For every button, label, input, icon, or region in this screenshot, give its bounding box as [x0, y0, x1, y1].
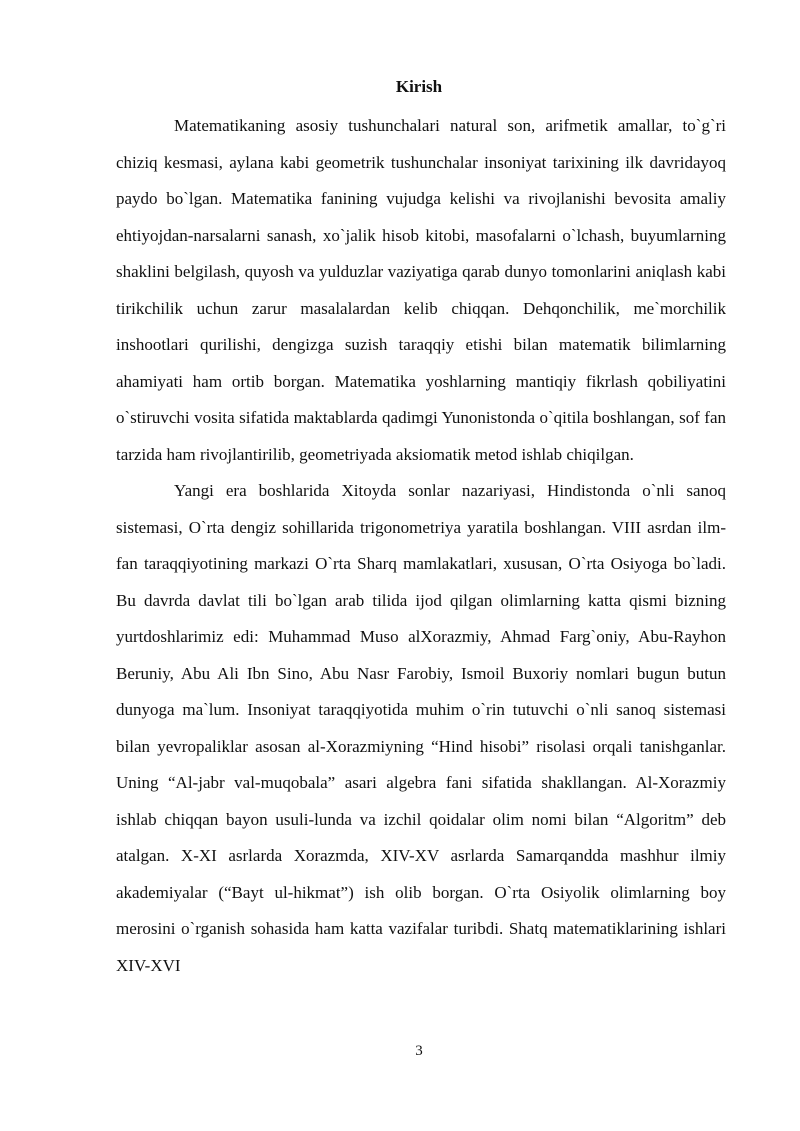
paragraph-2: Yangi era boshlarida Xitoyda sonlar nazariyasi, Hindistonda o`nli sanoq sistemasi, O`rta dengiz sohillarida trigonometriya yaratila boshlangan. VIII asrdan ilm-fan taraqqiyotining markazi O`rta Sharq mamlakatlari, xususan, O`rta Osiyoga bo`ladi. Bu davrda davlat tili bo`lgan arab tilida ijod qilgan olimlarning katta qismi bizning yurtdoshlarimiz edi: Muhammad Muso alXorazmiy, Ahmad Farg`oniy, Abu-Rayhon Beruniy, Abu Ali Ibn Sino, Abu Nasr Farobiy, Ismoil Buxoriy nomlari bugun butun dunyoga ma`lum. Insoniyat taraqqiyotida muhim o`rin tutuvchi o`nli sanoq sistemasi bilan yevropaliklar asosan al-Xorazmiyning “Hind hisobi” risolasi orqali tanishganlar. Uning “Al-jabr val-muqobala” asari algebra fani sifatida shakllangan. Al-Xorazmiy ishlab chiqqan bayon usuli-lunda va izchil qoidalar olim nomi bilan “Algoritm” deb atalgan. X-XI asrlarda Xorazmda, XIV-XV asrlarda Samarqandda mashhur ilmiy akademiyalar (“Bayt ul-hikmat”) ish olib borgan. O`rta Osiyolik olimlarning boy merosini o`rganish sohasida ham katta vazifalar turibdi. Shatq matematiklarining ishlari XIV-XVI [116, 481, 726, 975]
paragraph-1: Matematikaning asosiy tushunchalari natural son, arifmetik amallar, to`g`ri chiziq kesmasi, aylana kabi geometrik tushunchalar insoniyat tarixining ilk davridayoq paydo bo`lgan. Matematika fanining vujudga kelishi va rivojlanishi bevosita amaliy ehtiyojdan-narsalarni sanash, xo`jalik hisob kitobi, masofalarni o`lchash, buyumlarning shaklini belgilash, quyosh va yulduzlar vaziyatiga qarab dunyo tomonlarini aniqlash kabi tirikchilik uchun zarur masalalardan kelib chiqqan. Dehqonchilik, me`morchilik inshootlari qurilishi, dengizga suzish taraqqiy etishi bilan matematik bilimlarning ahamiyati ham ortib borgan. Matematika yoshlarning mantiqiy fikrlash qobiliyatini o`stiruvchi vosita sifatida maktablarda qadimgi Yunonistonda o`qitila boshlangan, sof fan tarzida ham rivojlantirilib, geometriyada aksiomatik metod ishlab chiqilgan. [116, 116, 726, 464]
page-number: 3 [415, 1043, 423, 1059]
body-text [116, 108, 726, 984]
section-title: Kirish [395, 77, 443, 96]
